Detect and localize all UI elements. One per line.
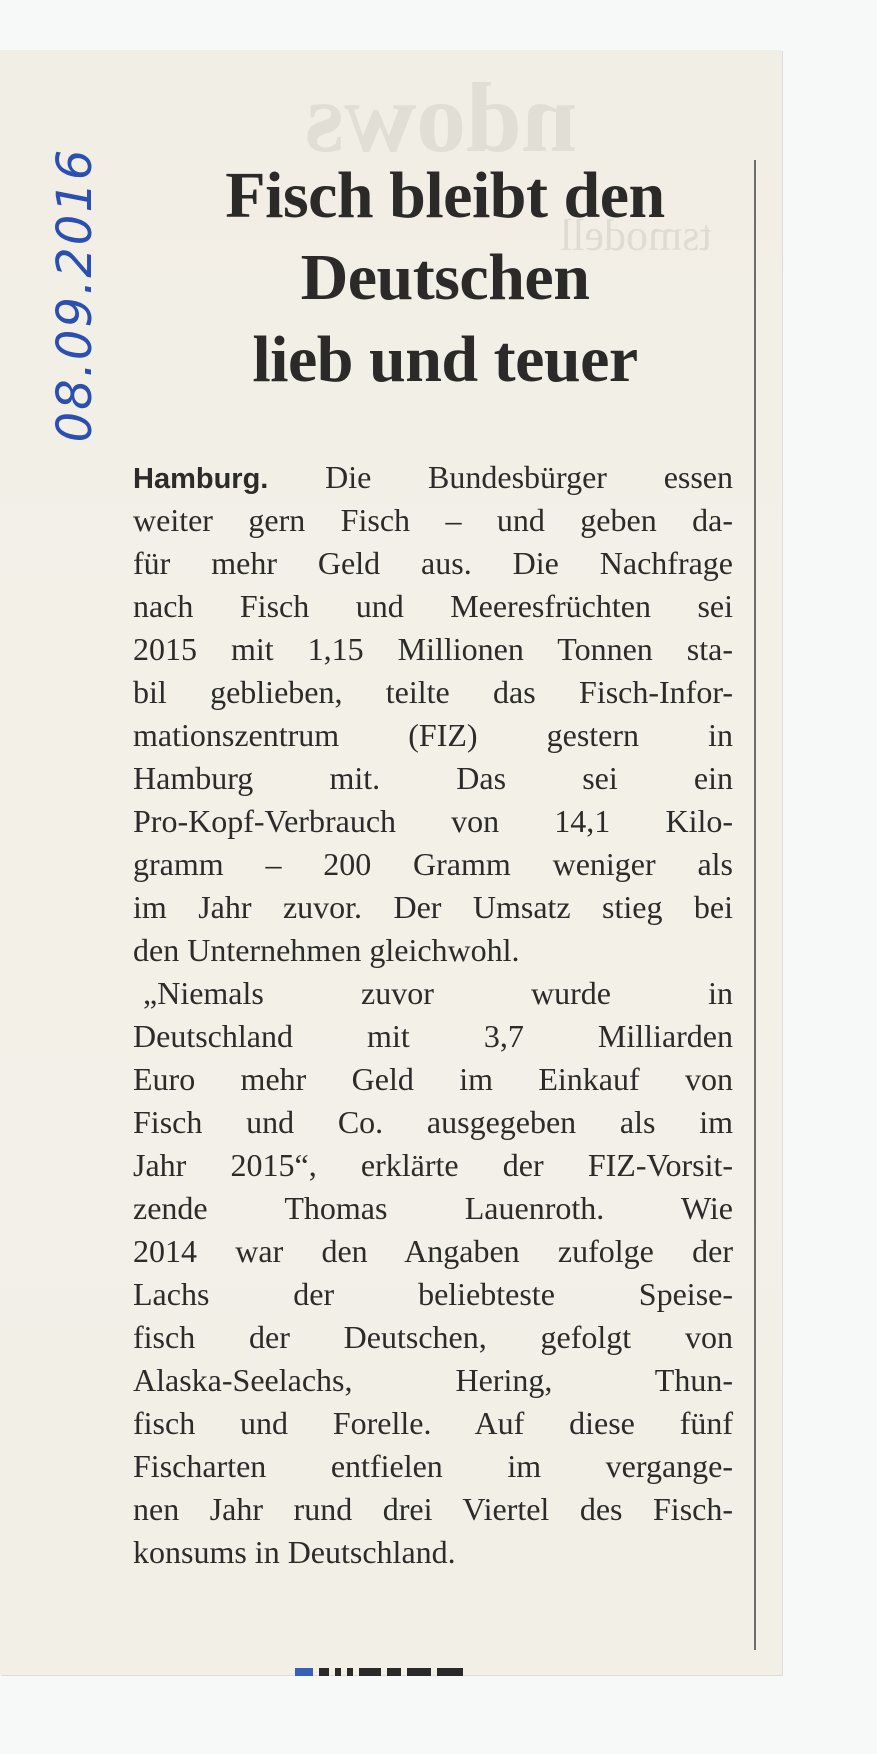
headline-line-2: Deutschen — [300, 241, 590, 314]
body-line: Lachs der beliebteste Speise- — [133, 1276, 733, 1312]
body-line: 2014 war den Angaben zufolge der — [133, 1233, 733, 1269]
article-body — [133, 456, 733, 1574]
body-line: Jahr 2015“, erklärte der FIZ-Vorsit- — [133, 1147, 733, 1183]
headline-line-1: Fisch bleibt den — [225, 159, 665, 232]
show-through-subhead: tsmodell — [560, 211, 712, 260]
fragment-mark — [295, 1668, 313, 1676]
fragment-mark — [319, 1668, 329, 1676]
show-through-headline: ndows — [305, 62, 578, 173]
body-line: Pro-Kopf-Verbrauch von 14,1 Kilo- — [133, 803, 733, 839]
body-line: den Unternehmen gleichwohl. — [133, 932, 520, 968]
body-line: Hamburg mit. Das sei ein — [133, 760, 733, 796]
column-rule — [754, 160, 756, 1650]
body-line: Euro mehr Geld im Einkauf von — [133, 1061, 733, 1097]
fragment-mark — [387, 1668, 401, 1676]
fragment-mark — [407, 1668, 431, 1676]
body-line: 2015 mit 1,15 Millionen Tonnen sta- — [133, 631, 733, 667]
body-line: Fischarten entfielen im vergange- — [133, 1448, 733, 1484]
body-line: Deutschland mit 3,7 Milliarden — [133, 1018, 733, 1054]
body-line: fisch der Deutschen, gefolgt von — [133, 1319, 733, 1355]
cut-off-bottom-fragment — [295, 1666, 463, 1678]
body-line: fisch und Forelle. Auf diese fünf — [133, 1405, 733, 1441]
fragment-mark — [359, 1668, 381, 1676]
body-line: konsums in Deutschland. — [133, 1534, 456, 1570]
handwritten-date-text: 08.09.2016 — [47, 147, 103, 443]
body-line: nach Fisch und Meeresfrüchten sei — [133, 588, 733, 624]
article-headline — [150, 155, 740, 401]
body-line-text: Die Bundesbürger essen — [268, 459, 733, 495]
fragment-mark — [347, 1668, 353, 1676]
headline-line-3: lieb und teuer — [252, 323, 638, 396]
fragment-mark — [335, 1668, 341, 1676]
body-line: im Jahr zuvor. Der Umsatz stieg bei — [133, 889, 733, 925]
body-line — [133, 456, 733, 499]
body-line: Alaska-Seelachs, Hering, Thun- — [133, 1362, 733, 1398]
body-line: „Niemals zuvor wurde in — [143, 975, 733, 1011]
body-line: zende Thomas Lauenroth. Wie — [133, 1190, 733, 1226]
body-line: Fisch und Co. ausgegeben als im — [133, 1104, 733, 1140]
fragment-mark — [437, 1668, 463, 1676]
handwritten-date — [20, 130, 130, 460]
body-line: gramm – 200 Gramm weniger als — [133, 846, 733, 882]
body-line: weiter gern Fisch – und geben da- — [133, 502, 733, 538]
body-line: bil geblieben, teilte das Fisch-Infor- — [133, 674, 733, 710]
body-line: nen Jahr rund drei Viertel des Fisch- — [133, 1491, 733, 1527]
body-line: mationszentrum (FIZ) gestern in — [133, 717, 733, 753]
body-line: für mehr Geld aus. Die Nachfrage — [133, 545, 733, 581]
dateline: Hamburg. — [133, 463, 269, 495]
